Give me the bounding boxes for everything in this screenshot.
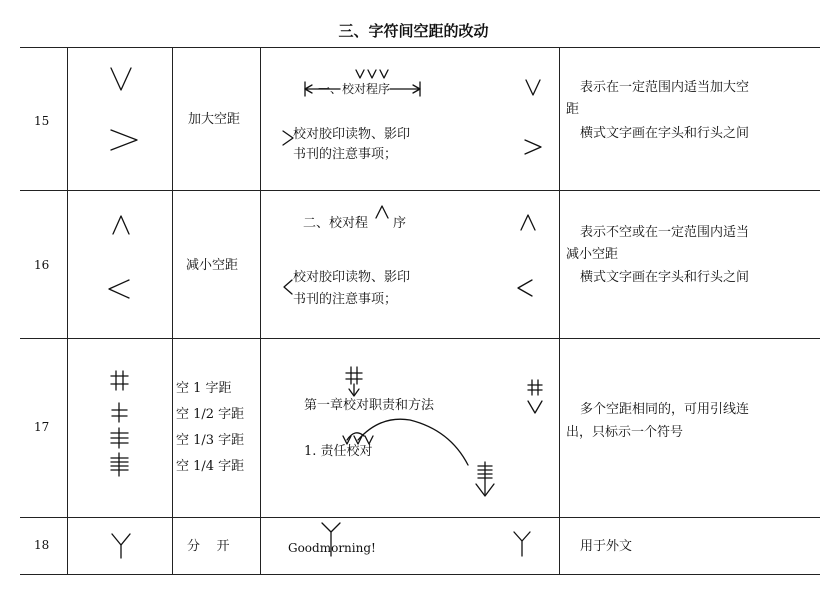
row-17-number: 17 <box>34 420 50 434</box>
row-16-desc-line2: 减小空距 <box>566 247 619 262</box>
row-15-example-line3: 书刊的注意事项； <box>293 147 398 162</box>
row-16-example-line1a: 二、校对程 <box>303 216 369 231</box>
row-17-name-1: 空 1 字距 <box>176 381 232 396</box>
row-17-example-line2: 1. 责任校对 <box>304 444 373 459</box>
row-16-desc-line3: 横式文字画在字头和行头之间 <box>580 270 750 285</box>
row-16-example-line3: 书刊的注意事项； <box>293 292 398 307</box>
row-18-example: Goodmorning! <box>288 541 376 555</box>
row-17-desc-line1: 多个空距相同的，可用引线连 <box>580 402 750 417</box>
row-17-name-3: 空 1/3 字距 <box>176 433 245 448</box>
row-16-example-line1b: 序 <box>393 216 407 231</box>
row-18-name: 分 开 <box>187 539 230 554</box>
row-15-desc-line2: 距 <box>566 102 580 117</box>
row-16-desc-line1: 表示不空或在一定范围内适当 <box>580 225 750 240</box>
separate-mark-icon <box>0 0 1 1</box>
row-17-name-4: 空 1/4 字距 <box>176 459 245 474</box>
row-15-example-line2: 校对胶印读物、影印 <box>293 127 411 142</box>
row-15-desc-line1: 表示在一定范围内适当加大空 <box>580 80 750 95</box>
page-title: 三、字符间空距的改动 <box>338 22 489 40</box>
row-15-number: 15 <box>34 114 50 128</box>
row-16-name: 减小空距 <box>186 258 239 273</box>
row-17-desc-line2: 出，只标示一个符号 <box>566 425 684 440</box>
row-17-name-2: 空 1/2 字距 <box>176 407 245 422</box>
row-15-example-line1: 一、校对程序 <box>318 82 391 96</box>
row-15-name: 加大空距 <box>188 112 241 127</box>
row-16-number: 16 <box>34 258 50 272</box>
row-18-desc: 用于外文 <box>580 539 633 554</box>
row-17-example-line1: 第一章校对职责和方法 <box>304 398 435 413</box>
row-18-number: 18 <box>34 538 50 552</box>
row-15-desc-line3: 横式文字画在字头和行头之间 <box>580 126 750 141</box>
row-16-example-line2: 校对胶印读物、影印 <box>293 270 411 285</box>
